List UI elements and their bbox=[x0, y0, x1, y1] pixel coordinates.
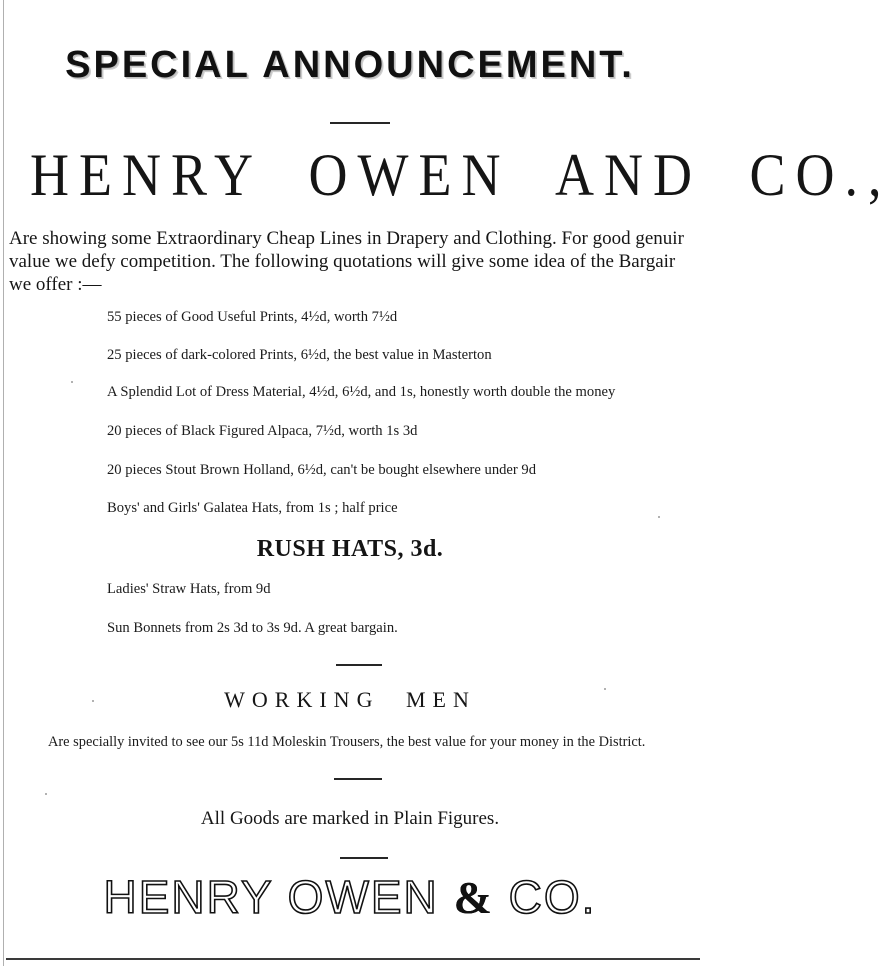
list-item: 20 pieces Stout Brown Holland, 6½d, can't be bought elsewhere under 9d bbox=[107, 462, 536, 478]
intro-paragraph bbox=[9, 227, 729, 296]
divider-bottom bbox=[340, 857, 388, 859]
divider-top bbox=[330, 122, 390, 124]
list-item: 25 pieces of dark-colored Prints, 6½d, the best value in Masterton bbox=[107, 347, 492, 363]
list-item: Ladies' Straw Hats, from 9d bbox=[107, 581, 271, 597]
intro-line-1: Are showing some Extraordinary Cheap Lines in Drapery and Clothing. For good genuir bbox=[9, 228, 684, 249]
list-item: 20 pieces of Black Figured Alpaca, 7½d, worth 1s 3d bbox=[107, 423, 418, 439]
footer-ampersand: & bbox=[453, 872, 494, 923]
print-speck bbox=[71, 381, 73, 383]
print-speck bbox=[604, 688, 606, 690]
footer-suffix: CO. bbox=[508, 871, 597, 923]
divider-middle bbox=[336, 664, 382, 666]
working-men-text: Are specially invited to see our 5s 11d Moleskin Trousers, the best value for your money in the District. bbox=[48, 734, 646, 750]
headline: SPECIAL ANNOUNCEMENT. bbox=[65, 44, 635, 86]
print-speck bbox=[45, 793, 47, 795]
intro-line-3: we offer :— bbox=[9, 274, 102, 295]
intro-line-2: value we defy competition. The following quotations will give some idea of the Bargair bbox=[9, 251, 676, 272]
footer-name-text: HENRY OWEN bbox=[103, 871, 439, 923]
bottom-rule bbox=[6, 958, 700, 960]
list-item: Sun Bonnets from 2s 3d to 3s 9d. A great bargain. bbox=[107, 620, 398, 636]
plain-figures-note: All Goods are marked in Plain Figures. bbox=[200, 808, 500, 829]
working-men-heading: WORKING MEN bbox=[224, 687, 476, 712]
list-item: 55 pieces of Good Useful Prints, 4½d, worth 7½d bbox=[107, 309, 398, 325]
firm-name: HENRY OWEN AND CO., bbox=[30, 141, 891, 209]
divider-lower bbox=[334, 778, 382, 780]
feature-rush-hats: RUSH HATS, 3d. bbox=[256, 536, 444, 562]
list-item: A Splendid Lot of Dress Material, 4½d, 6½d, and 1s, honestly worth double the money bbox=[107, 384, 616, 400]
footer-firm-name bbox=[0, 870, 700, 924]
list-item: Boys' and Girls' Galatea Hats, from 1s ; half price bbox=[107, 500, 398, 516]
print-speck bbox=[92, 700, 94, 702]
print-speck bbox=[658, 516, 660, 518]
